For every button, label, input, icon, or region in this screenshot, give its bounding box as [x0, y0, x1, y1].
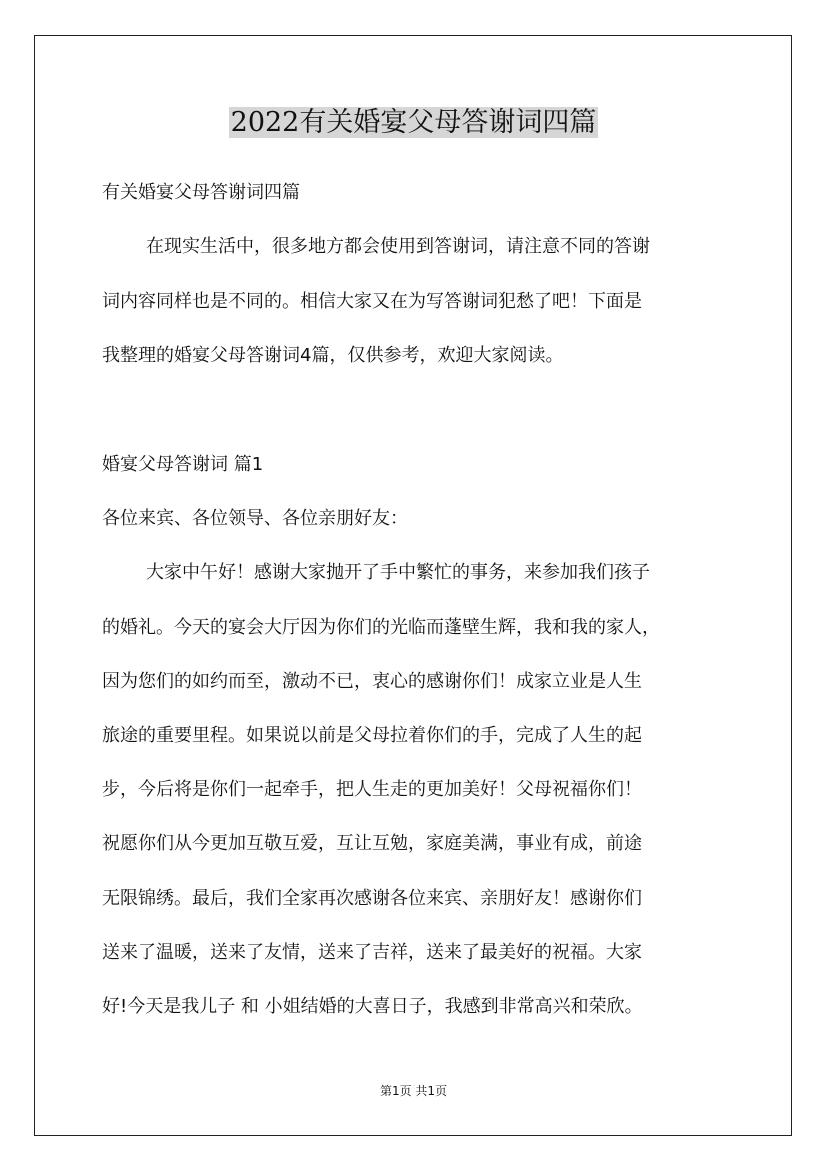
document-subtitle: 有关婚宴父母答谢词四篇 [102, 182, 300, 203]
body-line: 步，今后将是你们一起牵手，把人生走的更加美好！父母祝福你们！ [102, 779, 642, 800]
body-line: 无限锦绣。最后，我们全家再次感谢各位来宾、亲朋好友！感谢你们 [102, 888, 642, 909]
body-line: 祝愿你们从今更加互敬互爱，互让互勉，家庭美满，事业有成，前途 [102, 833, 642, 854]
salutation: 各位来宾、各位领导、各位亲朋好友： [102, 508, 408, 529]
intro-line: 词内容同样也是不同的。相信大家又在为写答谢词犯愁了吧！下面是 [102, 291, 642, 312]
body-line: 旅途的重要里程。如果说以前是父母拉着你们的手，完成了人生的起 [102, 725, 642, 746]
body-line: 因为您们的如约而至，激动不已，衷心的感谢你们！成家立业是人生 [102, 671, 642, 692]
document-title: 2022有关婚宴父母答谢词四篇 [230, 107, 597, 138]
page-number: 第1页 共1页 [379, 1084, 448, 1098]
section-heading: 婚宴父母答谢词 篇1 [102, 454, 264, 475]
body-line: 的婚礼。今天的宴会大厅因为你们的光临而蓬壁生辉，我和我的家人， [102, 617, 660, 638]
body-line: 送来了温暖，送来了友情，送来了吉祥，送来了最美好的祝福。大家 [102, 942, 642, 963]
body-line: 大家中午好！感谢大家抛开了手中繁忙的事务，来参加我们孩子 [146, 562, 650, 583]
intro-line: 在现实生活中，很多地方都会使用到答谢词，请注意不同的答谢 [146, 236, 650, 257]
body-line: 好!今天是我儿子 和 小姐结婚的大喜日子，我感到非常高兴和荣欣。 [102, 996, 643, 1017]
intro-line: 我整理的婚宴父母答谢词4篇，仅供参考，欢迎大家阅读。 [102, 345, 564, 366]
